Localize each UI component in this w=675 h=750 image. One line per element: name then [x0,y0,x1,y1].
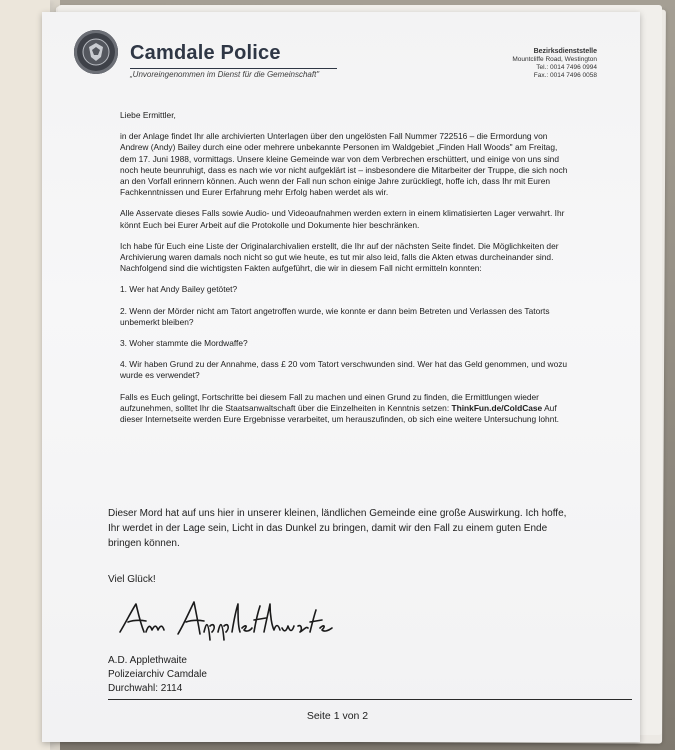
question-2: 2. Wenn der Mörder nicht am Tatort angetroffen wurde, wie konnte er dann beim Betreten und Verlassen des Tatorts unbemerkt bleiben? [120,305,550,327]
salutation: Liebe Ermittler, [120,110,176,120]
question-4: 4. Wir haben Grund zu der Annahme, dass £ 20 vom Tatort verschwunden sind. Wer hat das Geld genommen, und wozu wurde es verwendet? [120,359,568,381]
address-tel: Tel.: 0014 7496 0994 [536,64,597,71]
address-street: Mountcliffe Road, Westington [512,56,597,63]
website-link[interactable]: ThinkFun.de/ColdCase [451,402,543,413]
closing-paragraph-text: Dieser Mord hat auf uns hier in unserer kleinen, ländlichen Gemeinde eine große Auswirkung. Ich hoffe, Ihr werdet in der Lage sein, Licht in das Dunkel zu bringen, damit wir den Fall zu einem guten Ende bringen können. [108,508,567,549]
paragraph-evidence: Alle Asservate dieses Falls sowie Audio- und Videoaufnahmen werden extern in einem klimatisierten Lager verwahrt. Ihr könnt Euch bei Eurer Arbeit auf die Protokolle und Dokumente hier beschränken. [120,208,565,230]
address-fax: Fax.: 0014 7496 0058 [533,72,597,79]
closing-greeting: Viel Glück! [108,574,156,585]
paragraph-website [120,392,572,426]
org-name: Camdale Police [130,42,281,64]
handwritten-signature [116,596,336,642]
police-crest-icon [74,30,118,74]
closing-paragraph [108,506,574,551]
question-3: 3. Woher stammte die Mordwaffe? [120,338,248,349]
address-block [512,48,597,80]
address-department: Bezirksdienststelle [533,48,597,55]
paragraph-list-intro: Ich habe für Euch eine Liste der Originalarchivalien erstellt, die Ihr auf der nächsten Seite findet. Die Möglichkeiten der Archivierung waren damals noch nicht so gut wie heute, es tut mir also leid, falls die Akten etwas durcheinander sind. Nachfolgend sind die wichtigsten Fakten aufgeführt, die wir in diesem Fall nicht ermitteln konnten: [120,240,559,274]
paragraph-intro: in der Anlage findet Ihr alle archivierten Unterlagen über den ungelösten Fall Nummer 722516 – die Ermordung von Andrew (Andy) Bailey durch eine oder mehrere unbekannte Personen im Waldgebiet „Finden Hall Woods" am Freitag, dem 17. Juni 1988, vormittags. Unsere kleine Gemeinde war von dem Verbrechen erschüttert, und einige von uns sind noch heute beunruhigt, dass es nach wie vor nicht aufgeklärt ist – insbesondere die Mitarbeiter der Truppe, die sich noch an den Vorfall erinnern können. Auch wenn der Fall nun schon einige Jahre zurückliegt, hoffe ich, dass Ihr mit Euren Fachkenntnissen und Eurer Erfahrung mehr Erfolg haben werdet als wir. [120,131,568,198]
page-number: Seite 1 von 2 [306,710,369,722]
org-underline [130,68,337,69]
footer-divider [108,699,632,700]
org-motto: „Unvoreingenommen im Dienst für die Gemeinschaft" [130,70,320,79]
sender-block [108,654,207,696]
question-1: 1. Wer hat Andy Bailey getötet? [120,284,238,295]
letter-body [120,110,572,435]
sender-department: Polizeiarchiv Camdale [108,669,207,680]
paragraph-website-end: Auf dieser Internetseite werden Eure Ergebnisse verarbeitet, um herauszufinden, ob sich eine weitere Untersuchung lohnt. [120,402,560,425]
paragraph-website-start: Falls es Euch gelingt, Fortschritte bei diesem Fall zu machen und einen Grund zu finden, die Ermittlungen wieder aufzunehmen, solltet Ihr die Staatsanwaltschaft über die Einzelheiten in Kenntnis setzen: [120,391,539,413]
sender-phone: Durchwahl: 2114 [108,683,183,694]
sender-name: A.D. Applethwaite [108,655,187,666]
